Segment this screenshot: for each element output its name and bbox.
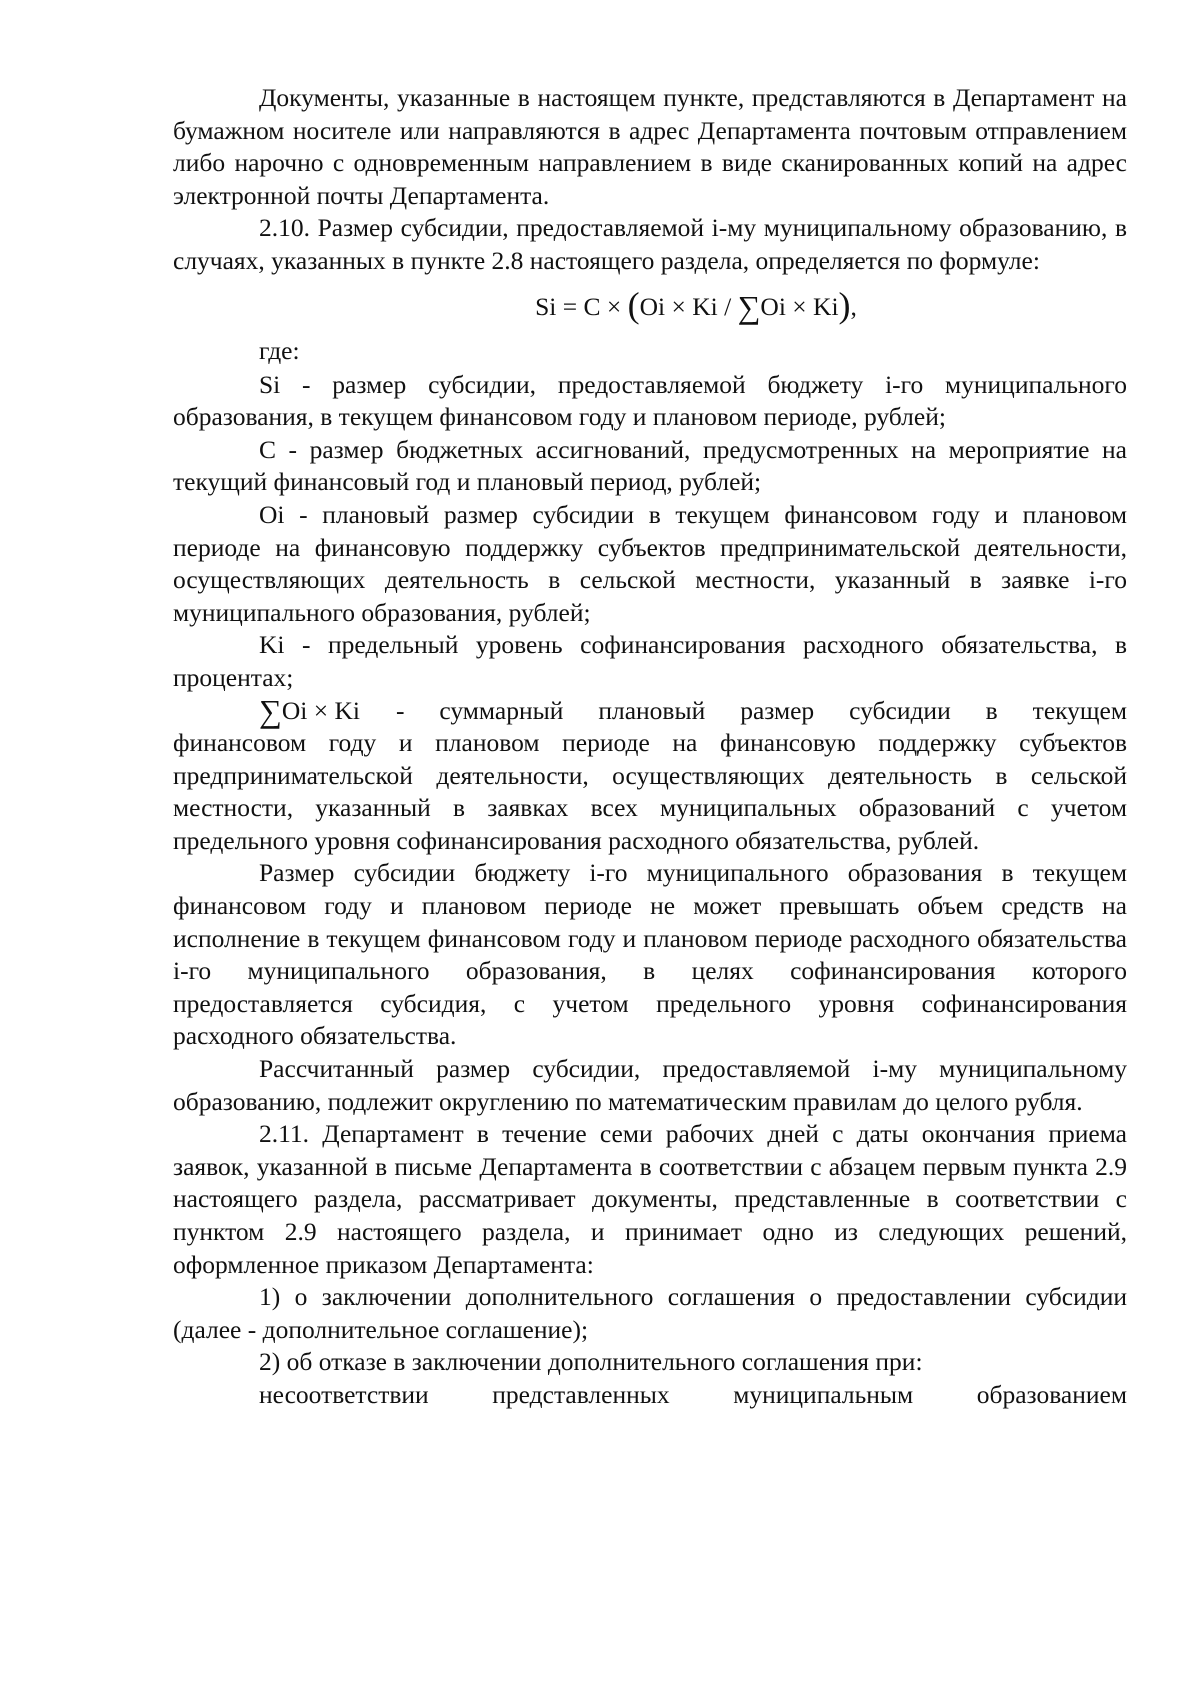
sum-formula-expr: Oi × Ki bbox=[281, 695, 360, 725]
sigma-icon: ∑ bbox=[737, 288, 761, 325]
list-item-1: 1) о заключении дополнительного соглашения о предоставлении субсидии (далее - дополнительное соглашение); bbox=[173, 1282, 1127, 1344]
sum-definition-start: - суммарный плановый размер субсидии в текущем bbox=[395, 695, 1127, 725]
formula-open-paren: ( bbox=[627, 284, 640, 325]
definition-oi: Oi - плановый размер субсидии в текущем финансовом году и плановом периоде на финансовую поддержку субъектов предпринимательской деятельности, осуществляющих деятельность в сельской местности, указанный в заявке i-го муниципального образования, рублей; bbox=[173, 499, 1127, 627]
sum-sigma-icon: ∑ bbox=[259, 692, 282, 729]
list-item-2: 2) об отказе в заключении дополнительного соглашения при: bbox=[259, 1347, 923, 1377]
paragraph-2-11: 2.11. Департамент в течение семи рабочих дней с даты окончания приема заявок, указанной в письме Департамента в соответствии с абзацем первым пункта 2.9 настоящего раздела, рассматривает документы, представленные в соответствии с пунктом 2.9 настоящего раздела, и принимает одно из следующих решений, оформленное приказом Департамента: bbox=[173, 1119, 1127, 1279]
paragraph-2-10: 2.10. Размер субсидии, предоставляемой i-му муниципальному образованию, в случаях, указанных в пункте 2.8 настоящего раздела, определяется по формуле: bbox=[173, 213, 1127, 275]
definition-sum-first-line bbox=[173, 692, 1127, 729]
definition-sum-rest: финансовом году и плановом периоде на финансовую поддержку субъектов предпринимательской деятельности, осуществляющих деятельность в сельской местности, указанный в заявках всех муниципальных образований с учетом предельного уровня софинансирования расходного обязательства, рублей. bbox=[173, 728, 1127, 855]
formula-inner-left: Oi × Ki / bbox=[639, 291, 732, 321]
formula-lhs: Si = C × bbox=[535, 291, 622, 321]
paragraph-last-line: несоответствии представленных муниципальным образованием bbox=[259, 1379, 1127, 1409]
paragraph-documents-submission: Документы, указанные в настоящем пункте, представляются в Департамент на бумажном носителе или направляются в адрес Департамента почтовым отправлением либо нарочно с одновременным направлением в виде сканированных копий на адрес электронной почты Департамента. bbox=[173, 83, 1127, 210]
paragraph-rounding: Рассчитанный размер субсидии, предоставляемой i-му муниципальному образованию, подлежит округлению по математическим правилам до целого рубля. bbox=[173, 1054, 1127, 1116]
formula-close-paren: ) bbox=[838, 284, 851, 325]
definition-si: Si - размер субсидии, предоставляемой бюджету i-го муниципального образования, в текущем финансовом году и плановом периоде, рублей; bbox=[173, 369, 1127, 432]
formula-inner-right: Oi × Ki bbox=[760, 291, 839, 321]
sum-formula bbox=[259, 692, 360, 729]
paragraph-subsidy-limit: Размер субсидии бюджету i-го муниципального образования в текущем финансовом году и плановом периоде не может превышать объем средств на исполнение в текущем финансовом году и плановом периоде расходного обязательства i-го муниципального образования, в целях софинансирования которого предоставляется субсидия, с учетом предельного уровня софинансирования расходного обязательства. bbox=[173, 858, 1127, 1051]
where-label: где: bbox=[259, 335, 300, 365]
subsidy-formula bbox=[173, 283, 1127, 329]
definition-c: С - размер бюджетных ассигнований, предусмотренных на мероприятие на текущий финансовый год и плановый период, рублей; bbox=[173, 434, 1127, 497]
formula-trail: , bbox=[850, 291, 857, 321]
definition-ki: Ki - предельный уровень софинансирования расходного обязательства, в процентах; bbox=[173, 630, 1127, 692]
document-page bbox=[173, 82, 1127, 1412]
